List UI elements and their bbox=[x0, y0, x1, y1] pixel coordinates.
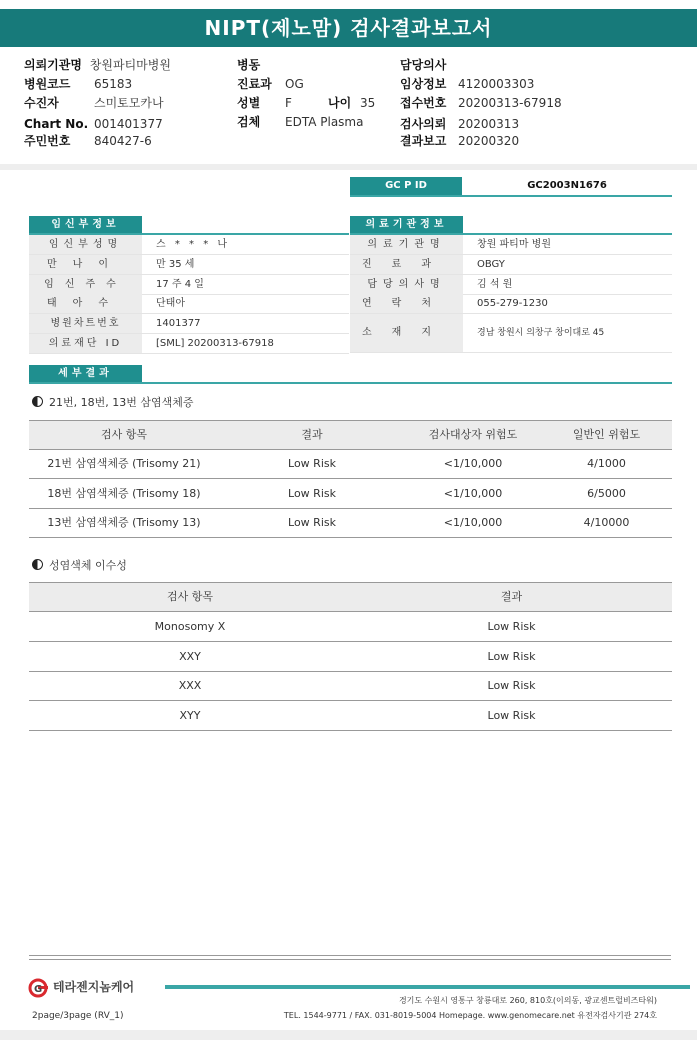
info-row bbox=[350, 275, 672, 295]
header-key: 수진자 bbox=[24, 96, 59, 110]
footer-divider bbox=[29, 955, 671, 960]
info-row bbox=[29, 294, 349, 314]
info-row bbox=[350, 314, 672, 353]
table-cell: Low Risk bbox=[288, 487, 336, 500]
info-value: 경남 창원시 의창구 창이대로 45 bbox=[477, 328, 605, 338]
column-header: 일반인 위험도 bbox=[572, 428, 641, 441]
info-value: 1401377 bbox=[156, 318, 201, 329]
table-cell: Low Risk bbox=[487, 650, 536, 663]
gcpid-value: GC2003N1676 bbox=[527, 180, 607, 191]
table-cell: Low Risk bbox=[288, 457, 336, 470]
table-cell: <1/10,000 bbox=[443, 487, 503, 500]
info-row bbox=[29, 275, 349, 295]
section-tab-institution: 의료기관정보 bbox=[350, 216, 463, 233]
header-value: 001401377 bbox=[94, 117, 163, 131]
table-row bbox=[29, 701, 672, 731]
table-cell: XYY bbox=[179, 709, 201, 722]
header-value: OG bbox=[285, 77, 304, 91]
section-line bbox=[29, 382, 672, 384]
header-col3-row4 bbox=[400, 133, 519, 149]
header-value: 35 bbox=[360, 96, 376, 110]
info-row bbox=[29, 314, 349, 334]
table-cell: Monosomy X bbox=[154, 620, 226, 633]
info-label: 태아수 bbox=[29, 294, 142, 313]
header-value: 4120003303 bbox=[458, 77, 535, 91]
column-header: 결과 bbox=[500, 590, 523, 603]
header-col1-row1 bbox=[24, 76, 132, 92]
table-cell: 18번 삼염색체증 (Trisomy 18) bbox=[47, 487, 201, 500]
info-value: OBGY bbox=[477, 259, 505, 270]
info-value: 스 * * * 나 bbox=[156, 239, 231, 250]
table-row bbox=[29, 479, 672, 509]
header-col2-row2 bbox=[237, 95, 292, 111]
header-key: Chart No. bbox=[24, 117, 89, 131]
table-cell: 21번 삼염색체증 (Trisomy 21) bbox=[47, 457, 201, 470]
info-value: 단태아 bbox=[156, 298, 185, 309]
header-value: 840427-6 bbox=[94, 134, 152, 148]
sex-chrom-title-text: 성염색체 이수성 bbox=[49, 559, 127, 572]
table-cell: <1/10,000 bbox=[443, 516, 503, 529]
divider bbox=[0, 164, 697, 170]
column-header: 검사 항목 bbox=[100, 428, 147, 441]
column-header: 검사 항목 bbox=[166, 590, 213, 603]
table-row bbox=[29, 449, 672, 479]
table-cell: 4/10000 bbox=[583, 516, 630, 529]
header-value: 창원파티마병원 bbox=[89, 58, 171, 72]
header-col1-row2 bbox=[24, 95, 164, 111]
table-cell: XXY bbox=[179, 650, 201, 663]
info-label: 의료재단 ID bbox=[29, 334, 142, 353]
table-cell: XXX bbox=[178, 679, 202, 692]
info-row bbox=[350, 294, 672, 314]
header-col1-row4 bbox=[24, 133, 152, 149]
table-row bbox=[29, 612, 672, 642]
header-key: 담당의사 bbox=[400, 58, 447, 72]
header-value: 20200313-67918 bbox=[458, 96, 562, 110]
page-bottom bbox=[0, 1030, 697, 1040]
table-cell: 4/1000 bbox=[587, 457, 626, 470]
info-label: 연락처 bbox=[350, 294, 463, 313]
info-value: 055-279-1230 bbox=[477, 298, 548, 309]
info-label: 담당의사명 bbox=[350, 275, 463, 294]
table-cell: 6/5000 bbox=[587, 487, 626, 500]
header-col3-row1 bbox=[400, 76, 534, 92]
footer-address: 경기도 수원시 영통구 창룡대로 260, 810호(이의동, 광교센트럴비즈타워) bbox=[398, 996, 657, 1005]
gcpid-label: GC P ID bbox=[350, 177, 462, 195]
info-row bbox=[29, 255, 349, 275]
info-label: 병원차트번호 bbox=[29, 314, 142, 333]
header-key: 결과보고 bbox=[400, 134, 447, 148]
header-value: 20200320 bbox=[458, 134, 520, 148]
header-value: F bbox=[285, 96, 292, 110]
section-tab-pregnant: 임신부정보 bbox=[29, 216, 142, 233]
info-label: 만나이 bbox=[29, 255, 142, 274]
half-circle-icon bbox=[32, 396, 43, 407]
info-value: 창원 파티마 병원 bbox=[477, 239, 551, 250]
header-key: 접수번호 bbox=[400, 96, 447, 110]
info-label: 소재지 bbox=[350, 314, 463, 352]
header-col1-row3 bbox=[24, 116, 163, 132]
sex-chrom-title bbox=[32, 557, 127, 573]
table-cell: Low Risk bbox=[288, 516, 336, 529]
svg-text:G: G bbox=[34, 983, 43, 995]
info-value: 17 주 4 일 bbox=[156, 279, 204, 290]
trisomy-table-header bbox=[29, 420, 672, 450]
logo-mark-icon bbox=[28, 978, 50, 998]
table-cell: Low Risk bbox=[487, 679, 536, 692]
header-key: 주민번호 bbox=[24, 134, 71, 148]
info-label: 임신부성명 bbox=[29, 235, 142, 254]
trisomy-title-text: 21번, 18번, 13번 삼염색체증 bbox=[49, 396, 194, 409]
header-key: 병동 bbox=[237, 58, 261, 72]
header-value: 스미토모카나 bbox=[94, 96, 164, 110]
header-age bbox=[328, 95, 375, 111]
info-label: 의료기관명 bbox=[350, 235, 463, 254]
header-col3-row0 bbox=[400, 57, 446, 73]
section-tab-details: 세부결과 bbox=[29, 365, 142, 382]
page-number: 2page/3page (RV_1) bbox=[32, 1011, 124, 1021]
info-row bbox=[350, 235, 672, 255]
table-cell: Low Risk bbox=[487, 709, 536, 722]
info-row bbox=[350, 255, 672, 275]
header-col2-row3 bbox=[237, 114, 363, 130]
report-title: NIPT(제노맘) 검사결과보고서 bbox=[0, 9, 697, 47]
column-header: 검사대상자 위험도 bbox=[428, 428, 518, 441]
sex-table-header bbox=[29, 582, 672, 612]
info-label: 임신주수 bbox=[29, 275, 142, 294]
table-cell: <1/10,000 bbox=[443, 457, 503, 470]
table-cell: 13번 삼염색체증 (Trisomy 13) bbox=[47, 516, 201, 529]
half-circle-icon bbox=[32, 559, 43, 570]
header-key: 나이 bbox=[328, 96, 352, 110]
header-key: 검사의뢰 bbox=[400, 117, 447, 131]
footer-accent-line bbox=[165, 985, 690, 989]
header-col3-row2 bbox=[400, 95, 562, 111]
info-row bbox=[29, 334, 349, 354]
info-value: 김 석 원 bbox=[477, 279, 513, 290]
header-key: 진료과 bbox=[237, 77, 272, 91]
table-cell: Low Risk bbox=[487, 620, 536, 633]
header-key: 의뢰기관명 bbox=[24, 58, 82, 72]
header-value: EDTA Plasma bbox=[285, 115, 364, 129]
table-row bbox=[29, 508, 672, 538]
gcpid-box bbox=[350, 177, 672, 197]
header-col3-row3 bbox=[400, 116, 519, 132]
header-col2-row0 bbox=[237, 57, 260, 73]
info-value: [SML] 20200313-67918 bbox=[156, 338, 274, 349]
table-row bbox=[29, 642, 672, 672]
header-key: 임상정보 bbox=[400, 77, 447, 91]
info-label: 진료과 bbox=[350, 255, 463, 274]
header-col1-row0 bbox=[24, 57, 171, 73]
table-row bbox=[29, 671, 672, 701]
info-row bbox=[29, 235, 349, 255]
info-value: 만 35 세 bbox=[156, 259, 195, 270]
header-key: 성별 bbox=[237, 96, 261, 110]
header-value: 20200313 bbox=[458, 117, 520, 131]
company-logo bbox=[28, 975, 134, 999]
trisomy-title bbox=[32, 394, 193, 410]
column-header: 결과 bbox=[301, 428, 323, 441]
header-key: 병원코드 bbox=[24, 77, 71, 91]
header-key: 검체 bbox=[237, 115, 261, 129]
footer-contact: TEL. 1544-9771 / FAX. 031-8019-5004 Homepage. www.genomecare.net 유전자검사기관 274호 bbox=[283, 1011, 657, 1020]
header-value: 65183 bbox=[94, 77, 133, 91]
logo-text: 테라젠지놈케어 bbox=[53, 980, 135, 994]
header-col2-row1 bbox=[237, 76, 304, 92]
